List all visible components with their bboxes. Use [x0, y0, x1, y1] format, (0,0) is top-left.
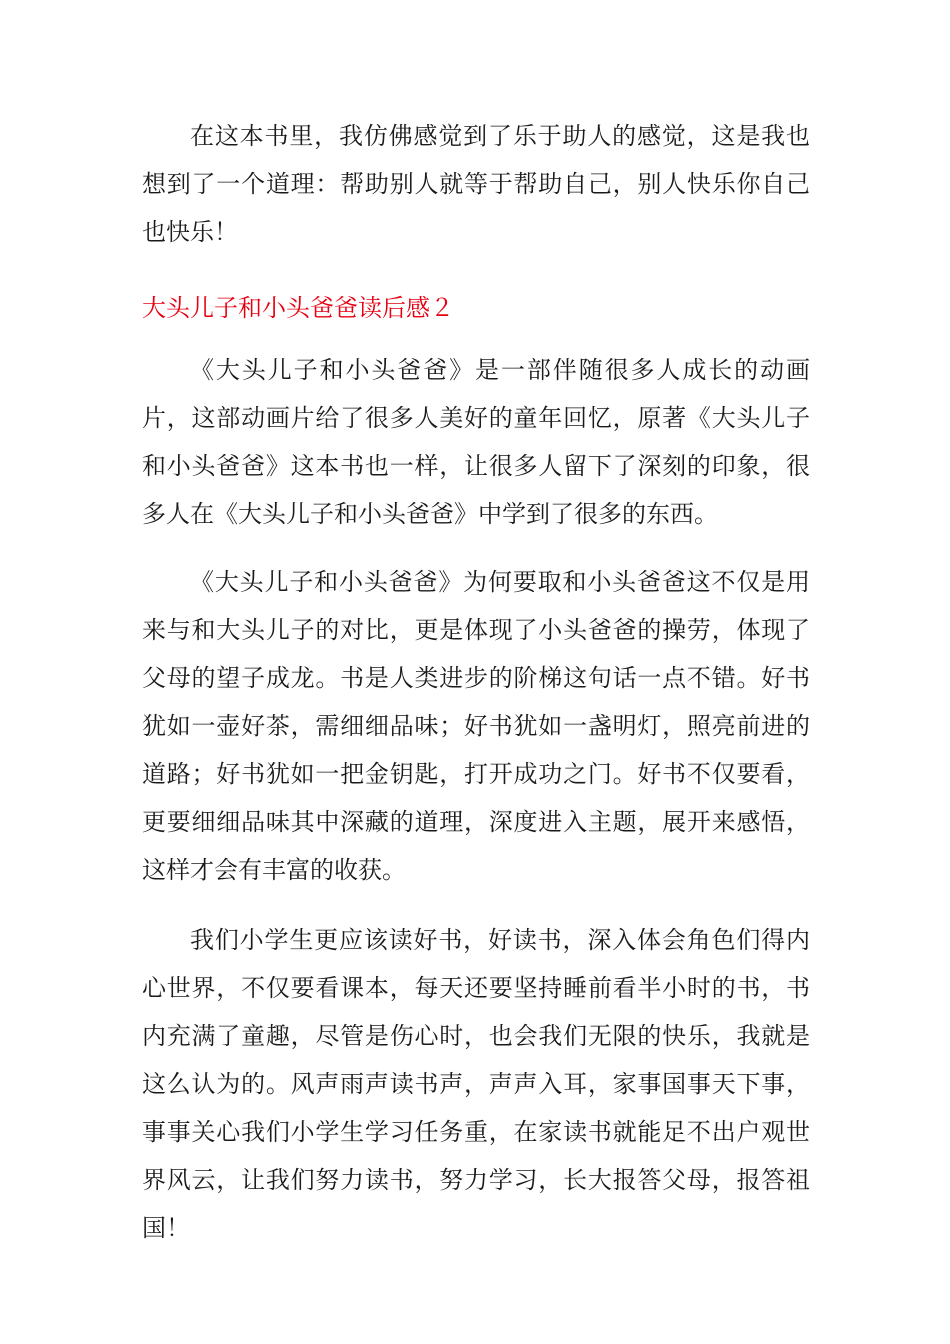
section-heading: 大头儿子和小头爸爸读后感２: [142, 294, 454, 322]
paragraph-1: 在这本书里，我仿佛感觉到了乐于助人的感觉，这是我也想到了一个道理：帮助别人就等于帮助自己，别人快乐你自己也快乐！: [142, 122, 810, 246]
paragraph-2: 《大头儿子和小头爸爸》是一部伴随很多人成长的动画片，这部动画片给了很多人美好的童年回忆，原著《大头儿子和小头爸爸》这本书也一样，让很多人留下了深刻的印象，很多人在《大头儿子和小头爸爸》中学到了很多的东西。: [142, 356, 810, 528]
document-body: [142, 112, 810, 1252]
paragraph-3: 《大头儿子和小头爸爸》为何要取和小头爸爸这不仅是用来与和大头儿子的对比，更是体现了小头爸爸的操劳，体现了父母的望子成龙。书是人类进步的阶梯这句话一点不错。好书犹如一壶好茶，需细细品味；好书犹如一盏明灯，照亮前进的道路；好书犹如一把金钥匙，打开成功之门。好书不仅要看，更要细细品味其中深藏的道理，深度进入主题，展开来感悟，这样才会有丰富的收获。: [142, 568, 810, 884]
paragraph-4: 我们小学生更应该读好书，好读书，深入体会角色们得内心世界，不仅要看课本，每天还要坚持睡前看半小时的书，书内充满了童趣，尽管是伤心时，也会我们无限的快乐，我就是这么认为的。风声雨声读书声，声声入耳，家事国事天下事，事事关心我们小学生学习任务重，在家读书就能足不出户观世界风云，让我们努力读书，努力学习，长大报答父母，报答祖国！: [142, 926, 810, 1242]
